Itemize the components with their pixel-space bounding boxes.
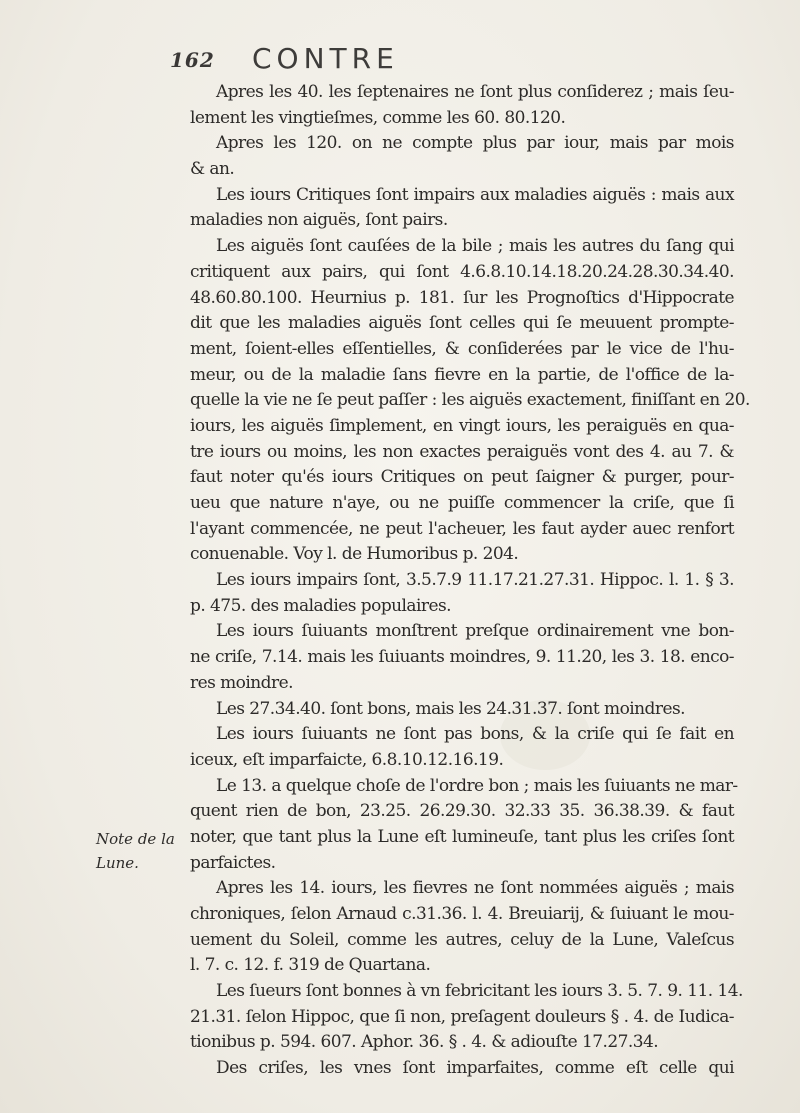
- text-line: critiquent aux pairs, qui ſont 4.6.8.10.14.18.20.24.28.30.34.40.: [190, 261, 734, 282]
- margin-note: [96, 827, 186, 875]
- text-line: & an.: [190, 159, 235, 180]
- text-line: Les iours ſuiuants ne ſont pas bons, & la criſe qui ſe fait en: [216, 724, 734, 745]
- margin-note-line: Lune.: [96, 854, 139, 872]
- text-line: Le 13. a quelque choſe de l'ordre bon ; mais les ſuiuants ne mar-: [216, 775, 738, 796]
- page-number: 162: [170, 48, 215, 72]
- text-line: res moindre.: [190, 672, 293, 693]
- text-line: Les iours impairs ſont, 3.5.7.9 11.17.21.27.31. Hippoc. l. 1. § 3.: [216, 570, 734, 591]
- text-line: l. 7. c. 12. f. 319 de Quartana.: [190, 955, 431, 976]
- text-line: Apres les 14. iours, les fievres ne ſont nommées aiguës ; mais: [216, 878, 734, 899]
- text-line: uement du Soleil, comme les autres, celuy de la Lune, Valeſcus: [190, 929, 734, 950]
- text-line: 21.31. ſelon Hippoc, que ſi non, preſagent douleurs § . 4. de Iudica-: [190, 1006, 734, 1027]
- text-line: maladies non aiguës, ſont pairs.: [190, 210, 448, 231]
- text-line: tre iours ou moins, les non exactes peraiguës vont des 4. au 7. &: [190, 441, 734, 462]
- text-line: meur, ou de la maladie ſans fievre en la partie, de l'office de la-: [190, 364, 734, 385]
- text-line: ne criſe, 7.14. mais les ſuiuants moindres, 9. 11.20, les 3. 18. enco-: [190, 647, 734, 668]
- text-line: quelle la vie ne ſe peut paſſer : les aiguës exactement, finiſſant en 20.: [190, 390, 750, 411]
- text-line: faut noter qu'és iours Critiques on peut ſaigner & purger, pour-: [190, 467, 734, 488]
- text-line: l'ayant commencée, ne peut l'acheuer, les faut ayder auec renfort: [190, 518, 734, 539]
- text-line: 48.60.80.100. Heurnius p. 181. ſur les Prognoſtics d'Hippocrate: [190, 287, 734, 308]
- text-line: Les aiguës ſont cauſées de la bile ; mais les autres du ſang qui: [216, 236, 734, 257]
- text-line: parfaictes.: [190, 852, 276, 873]
- text-line: Apres les 40. les ſeptenaires ne ſont plus conſiderez ; mais ſeu-: [216, 82, 734, 102]
- text-line: p. 475. des maladies populaires.: [190, 595, 452, 616]
- text-line: Les iours ſuiuants monſtrent preſque ordinairement vne bon-: [216, 621, 734, 642]
- page-header: [170, 42, 630, 82]
- text-line: ueu que nature n'aye, ou ne puiſſe commencer la criſe, que ſi: [190, 493, 734, 513]
- running-head: CONTRE: [252, 42, 399, 75]
- text-line: quent rien de bon, 23.25. 26.29.30. 32.33 35. 36.38.39. & faut: [190, 801, 734, 822]
- text-line: Les 27.34.40. ſont bons, mais les 24.31.37. ſont moindres.: [216, 698, 686, 719]
- margin-note-line: Note de la: [96, 830, 175, 848]
- text-line: lement les vingtieſmes, comme les 60. 80.120.: [190, 107, 566, 128]
- text-line: noter, que tant plus la Lune eſt lumineuſe, tant plus les criſes ſont: [190, 826, 734, 847]
- text-line: dit que les maladies aiguës ſont celles qui ſe meuuent prompte-: [190, 313, 734, 334]
- text-line: iceux, eſt imparfaicte, 6.8.10.12.16.19.: [190, 749, 504, 770]
- text-line: Des criſes, les vnes ſont imparfaites, comme eſt celle qui: [216, 1058, 734, 1079]
- text-line: iours, les aiguës ſimplement, en vingt iours, les peraiguës en qua-: [190, 415, 734, 436]
- text-line: Apres les 120. on ne compte plus par iour, mais par mois: [216, 133, 734, 154]
- text-line: Les iours Critiques ſont impairs aux maladies aiguës : mais aux: [216, 184, 734, 205]
- text-line: chroniques, ſelon Arnaud c.31.36. l. 4. Breuiarij, & ſuiuant le mou-: [190, 904, 734, 924]
- body-text: [190, 80, 750, 1082]
- text-line: Les ſueurs ſont bonnes à vn febricitant les iours 3. 5. 7. 9. 11. 14.: [216, 981, 743, 1002]
- text-line: conuenable. Voy l. de Humoribus p. 204.: [190, 544, 519, 565]
- text-line: ment, ſoient-elles eſſentielles, & conſiderées par le vice de l'hu-: [190, 338, 734, 359]
- text-line: tionibus p. 594. 607. Aphor. 36. § . 4. & adiouſte 17.27.34.: [190, 1032, 659, 1053]
